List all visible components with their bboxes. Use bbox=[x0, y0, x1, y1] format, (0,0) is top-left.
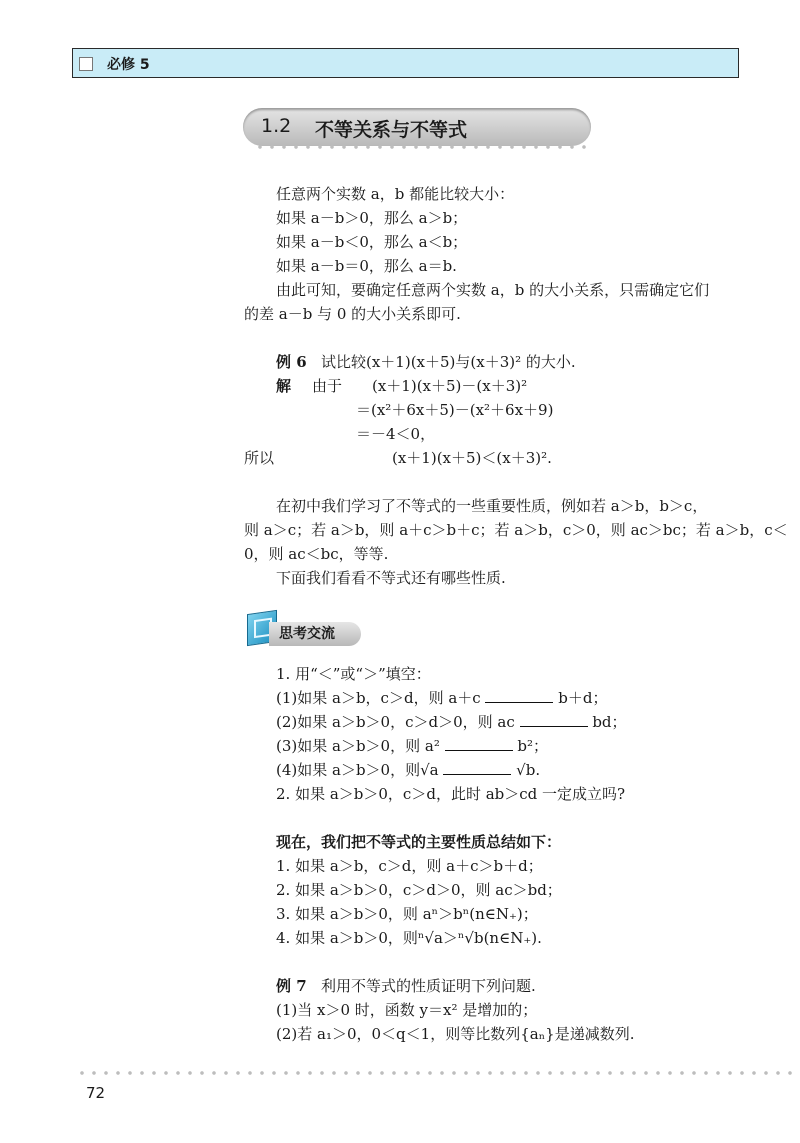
example6-prompt: 试比较(x＋1)(x＋5)与(x＋3)² 的大小. bbox=[320, 353, 576, 371]
think-question-1: 1. 用“＜”或“＞”填空： bbox=[276, 665, 431, 683]
property-line: 1. 如果 a＞b，c＞d，则 a＋c＞b＋d； bbox=[276, 857, 543, 875]
intro-line: 的差 a－b 与 0 的大小关系即可. bbox=[244, 305, 461, 323]
answer-blank[interactable] bbox=[520, 712, 588, 727]
page-number: 72 bbox=[86, 1084, 106, 1102]
header-square-icon bbox=[79, 57, 93, 71]
think-discuss-badge bbox=[245, 610, 363, 650]
think-item bbox=[276, 688, 607, 708]
section-dotted-rule bbox=[254, 144, 586, 150]
property-line: 4. 如果 a＞b＞0，则ⁿ√a＞ⁿ√b(n∈N₊). bbox=[276, 929, 542, 947]
section-banner bbox=[243, 108, 591, 146]
answer-blank[interactable] bbox=[445, 736, 513, 751]
think-item-pre: (4)如果 a＞b＞0，则√a bbox=[276, 761, 439, 779]
junior-line: 则 a＞c；若 a＞b，则 a＋c＞b＋c；若 a＞b，c＞0，则 ac＞bc；若 a＞b，c＜ bbox=[244, 521, 788, 539]
section-title: 不等关系与不等式 bbox=[315, 119, 468, 141]
think-item bbox=[276, 736, 548, 756]
think-question-2: 2. 如果 a＞b＞0，c＞d，此时 ab＞cd 一定成立吗? bbox=[276, 785, 626, 803]
example7-prompt: 利用不等式的性质证明下列问题. bbox=[320, 977, 536, 995]
intro-line: 由此可知，要确定任意两个实数 a，b 的大小关系，只需确定它们 bbox=[276, 281, 710, 299]
think-item-pre: (2)如果 a＞b＞0，c＞d＞0，则 ac bbox=[276, 713, 515, 731]
book-label: 必修 5 bbox=[107, 57, 150, 73]
junior-line: 下面我们看看不等式还有哪些性质. bbox=[276, 569, 506, 587]
property-line: 3. 如果 a＞b＞0，则 aⁿ＞bⁿ(n∈N₊)； bbox=[276, 905, 538, 923]
footer-dotted-rule bbox=[76, 1070, 796, 1076]
chapter-header-bar bbox=[72, 48, 739, 78]
answer-blank[interactable] bbox=[443, 760, 511, 775]
think-discuss-label: 思考交流 bbox=[269, 622, 361, 646]
example6-step: ＝(x²＋6x＋5)－(x²＋6x＋9) bbox=[356, 401, 554, 419]
example6-step: ＝－4＜0， bbox=[356, 425, 436, 443]
property-line: 2. 如果 a＞b＞0，c＞d＞0，则 ac＞bd； bbox=[276, 881, 562, 899]
section-number: 1.2 bbox=[261, 115, 292, 137]
think-item bbox=[276, 760, 540, 780]
answer-blank[interactable] bbox=[485, 688, 553, 703]
intro-line: 如果 a－b＞0，那么 a＞b； bbox=[276, 209, 468, 227]
properties-intro: 现在，我们把不等式的主要性质总结如下： bbox=[276, 833, 562, 851]
example7-line: (2)若 a₁＞0，0＜q＜1，则等比数列{aₙ}是递减数列. bbox=[276, 1025, 635, 1043]
intro-line: 如果 a－b＝0，那么 a＝b. bbox=[276, 257, 457, 275]
example6-heading bbox=[276, 352, 576, 372]
solution-label: 解 bbox=[276, 377, 292, 395]
example6-conclusion: (x＋1)(x＋5)＜(x＋3)². bbox=[392, 449, 552, 467]
think-item-post: √b. bbox=[516, 761, 541, 779]
think-item-pre: (1)如果 a＞b，c＞d，则 a＋c bbox=[276, 689, 481, 707]
think-item bbox=[276, 712, 627, 732]
think-item-pre: (3)如果 a＞b＞0，则 a² bbox=[276, 737, 440, 755]
intro-line: 任意两个实数 a，b 都能比较大小： bbox=[276, 185, 515, 203]
example7-heading bbox=[276, 976, 536, 996]
junior-line: 在初中我们学习了不等式的一些重要性质，例如若 a＞b，b＞c， bbox=[276, 497, 708, 515]
junior-line: 0，则 ac＜bc，等等. bbox=[244, 545, 389, 563]
example7-line: (1)当 x＞0 时，函数 y＝x² 是增加的； bbox=[276, 1001, 538, 1019]
think-item-post: b²； bbox=[517, 737, 549, 755]
intro-line: 如果 a－b＜0，那么 a＜b； bbox=[276, 233, 468, 251]
think-item-post: bd； bbox=[592, 713, 627, 731]
example6-label: 例 6 bbox=[276, 353, 307, 371]
example6-step: (x＋1)(x＋5)－(x＋3)² bbox=[372, 377, 528, 395]
think-item-post: b＋d； bbox=[558, 689, 608, 707]
since-label: 由于 bbox=[312, 377, 343, 395]
example7-label: 例 7 bbox=[276, 977, 307, 995]
therefore-label: 所以 bbox=[244, 449, 275, 467]
